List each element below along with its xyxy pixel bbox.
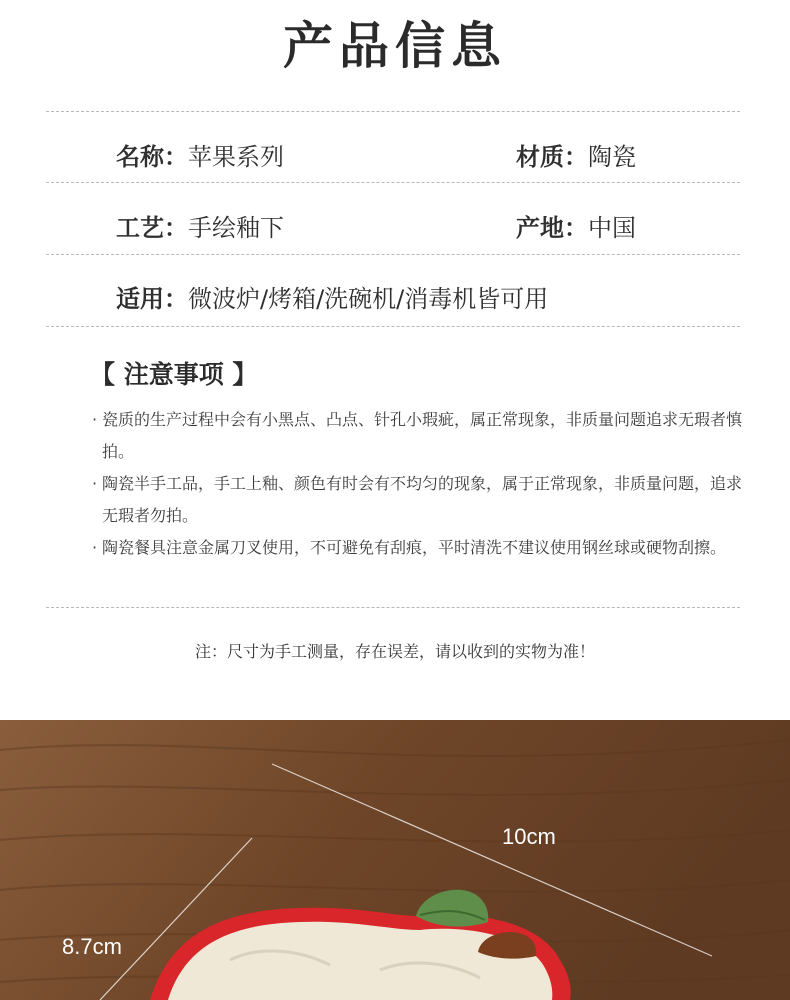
spec-usage bbox=[116, 284, 548, 314]
notice-list bbox=[92, 404, 752, 564]
spec-name bbox=[116, 142, 284, 172]
spec-usage-value: 微波炉/烤箱/洗碗机/消毒机皆可用 bbox=[188, 285, 549, 313]
spec-craft bbox=[116, 213, 284, 243]
spec-material bbox=[516, 142, 636, 172]
divider bbox=[46, 182, 740, 183]
spec-origin-label: 产地： bbox=[516, 214, 588, 242]
notice-item-text: 陶瓷半手工品，手工上釉、颜色有时会有不均匀的现象，属于正常现象，非质量问题，追求无瑕者勿拍。 bbox=[102, 474, 743, 525]
spec-origin-value: 中国 bbox=[588, 214, 636, 242]
spec-material-value: 陶瓷 bbox=[588, 143, 636, 171]
notice-item-text: 瓷质的生产过程中会有小黑点、凸点、针孔小瑕疵，属正常现象，非质量问题追求无瑕者慎拍。 bbox=[102, 410, 743, 461]
page-title: 产品信息 bbox=[283, 17, 507, 75]
width-label: 10cm bbox=[502, 824, 556, 849]
height-label: 8.7cm bbox=[62, 934, 122, 959]
product-photo bbox=[0, 720, 790, 1000]
measurement-footnote: 注：尺寸为手工测量，存在误差，请以收到的实物为准！ bbox=[194, 642, 595, 661]
notice-item bbox=[92, 532, 752, 564]
spec-name-value: 苹果系列 bbox=[188, 143, 284, 171]
notice-item bbox=[92, 468, 752, 532]
spec-material-label: 材质： bbox=[516, 143, 588, 171]
spec-craft-label: 工艺： bbox=[116, 214, 188, 242]
notice-item bbox=[92, 404, 752, 468]
bullet-dot: · bbox=[92, 410, 98, 429]
divider bbox=[46, 111, 740, 112]
spec-name-label: 名称： bbox=[116, 143, 188, 171]
spec-origin bbox=[516, 213, 636, 243]
spec-craft-value: 手绘釉下 bbox=[188, 214, 284, 242]
spec-usage-label: 适用： bbox=[116, 285, 188, 313]
divider bbox=[46, 607, 740, 608]
bullet-dot: · bbox=[92, 538, 98, 557]
notice-title: 【 注意事项 】 bbox=[90, 360, 258, 389]
divider bbox=[46, 326, 740, 327]
divider bbox=[46, 254, 740, 255]
notice-item-text: 陶瓷餐具注意金属刀叉使用，不可避免有刮痕，平时清洗不建议使用钢丝球或硬物刮擦。 bbox=[102, 538, 727, 557]
bullet-dot: · bbox=[92, 474, 98, 493]
